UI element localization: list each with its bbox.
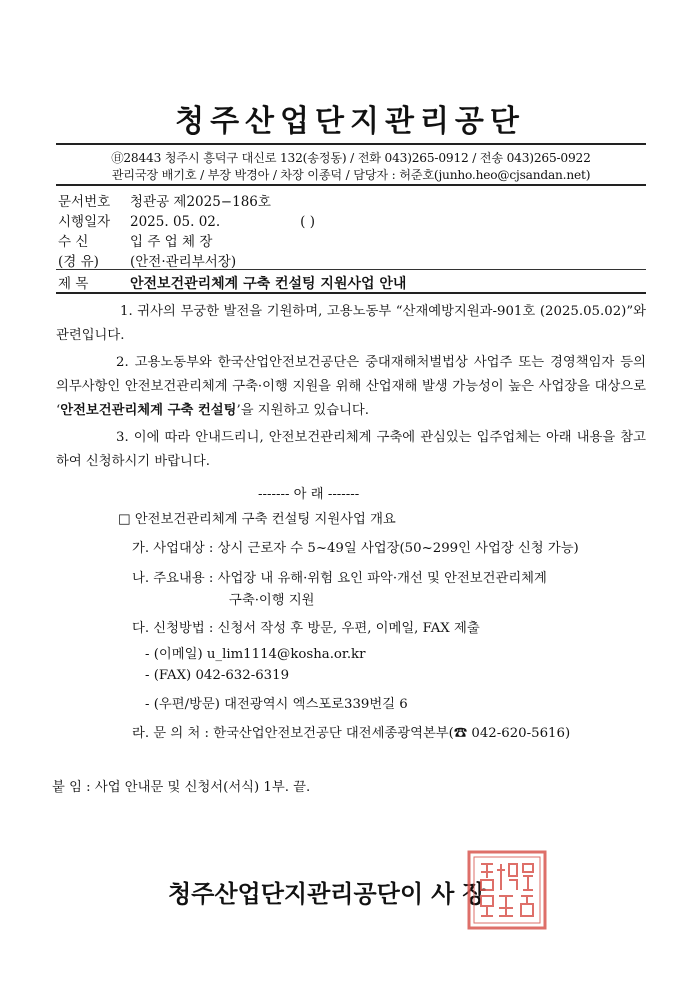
paragraph-3: 3. 이에 따라 안내드리니, 안전보건관리체계 구축에 관심있는 입주업체는 아래 내용을 참고하여 신청하시기 바랍니다. [56, 430, 646, 469]
doc-number-row [58, 190, 271, 210]
via-row [58, 250, 236, 270]
official-seal [467, 850, 547, 930]
date-paren: ( ) [300, 214, 315, 230]
method-email: - (이메일) u_lim1114@kosha.or.kr [145, 647, 366, 662]
subject-row [58, 272, 406, 293]
paragraph-2-text: 2. 고용노동부와 한국산업안전보건공단은 중대재해처벌법상 사업주 또는 경영책임자 등의 의무사항인 안전보건관리체계 구축·이행 지원을 위해 산업재해 발생 가능성이 높은 사업장을 대상으로 ‘ [56, 355, 646, 418]
date-row [58, 210, 315, 230]
doc-number-value: 청관공 제2025−186호 [130, 194, 271, 210]
notice-divider: ------- 아 래 ------- [258, 487, 360, 502]
via-label: (경 유) [58, 254, 99, 270]
header-rule-bottom [56, 184, 646, 186]
item-method: 다. 신청방법 : 신청서 작성 후 방문, 우편, 이메일, FAX 제출 [132, 621, 480, 636]
address-line: ㊐28443 청주시 흥덕구 대신로 132(송정동) / 전화 043)265-0912 / 전송 043)265-0922 [111, 151, 591, 165]
recipient-value: 입 주 업 체 장 [130, 234, 213, 250]
header-rule-top [56, 143, 646, 145]
paragraph-2 [56, 351, 646, 423]
via-value: (안전·관리부서장) [130, 254, 237, 270]
subject-rule-bottom [56, 292, 646, 294]
attachment-line: 붙 임 : 사업 안내문 및 신청서(서식) 1부. 끝. [52, 780, 311, 795]
subject-label: 제 목 [58, 276, 89, 292]
checkbox-icon: □ [118, 512, 131, 527]
date-label: 시행일자 [58, 214, 111, 230]
item-target: 가. 사업대상 : 상시 근로자 수 5~49일 사업장(50~299인 사업장 신청 가능) [132, 541, 579, 556]
item-content: 나. 주요내용 : 사업장 내 유해·위험 요인 파악·개선 및 안전보건관리체계 [132, 571, 547, 586]
doc-number-label: 문서번호 [58, 194, 111, 210]
item-content-cont: 구축·이행 지원 [229, 593, 315, 608]
method-mail: - (우편/방문) 대전광역시 엑스포로339번길 6 [145, 697, 408, 712]
notice-heading-row [118, 508, 396, 527]
item-contact: 라. 문 의 처 : 한국산업안전보건공단 대전세종광역본부(☎ 042-620-5616) [132, 726, 571, 741]
footer-org-name: 청주산업단지관리공단 [168, 880, 400, 908]
footer-signatory-title: 이사장 [400, 880, 494, 908]
recipient-row [58, 230, 212, 250]
paragraph-1: 1. 귀사의 무궁한 발전을 기원하며, 고용노동부 “산재예방지원과-901호 (2025.05.02)”와 관련입니다. [56, 304, 646, 343]
date-value: 2025. 05. 02. [130, 214, 221, 230]
seal-glyphs [481, 864, 533, 916]
staff-line: 관리국장 배기호 / 부장 박경아 / 차장 이종덕 / 담당자 : 허준호(junho.heo@cjsandan.net) [111, 168, 591, 182]
paragraph-2-tail: ’을 지원하고 있습니다. [236, 403, 369, 418]
paragraph-2-emphasis: 안전보건관리체계 구축 컨설팅 [60, 403, 237, 418]
method-fax: - (FAX) 042-632-6319 [145, 668, 290, 683]
page-title: 청주산업단지관리공단 [175, 104, 525, 139]
subject-value: 안전보건관리체계 구축 컨설팅 지원사업 안내 [130, 276, 407, 292]
subject-rule-top [56, 269, 646, 270]
notice-heading: 안전보건관리체계 구축 컨설팅 지원사업 개요 [134, 512, 396, 527]
recipient-label: 수 신 [58, 234, 89, 250]
